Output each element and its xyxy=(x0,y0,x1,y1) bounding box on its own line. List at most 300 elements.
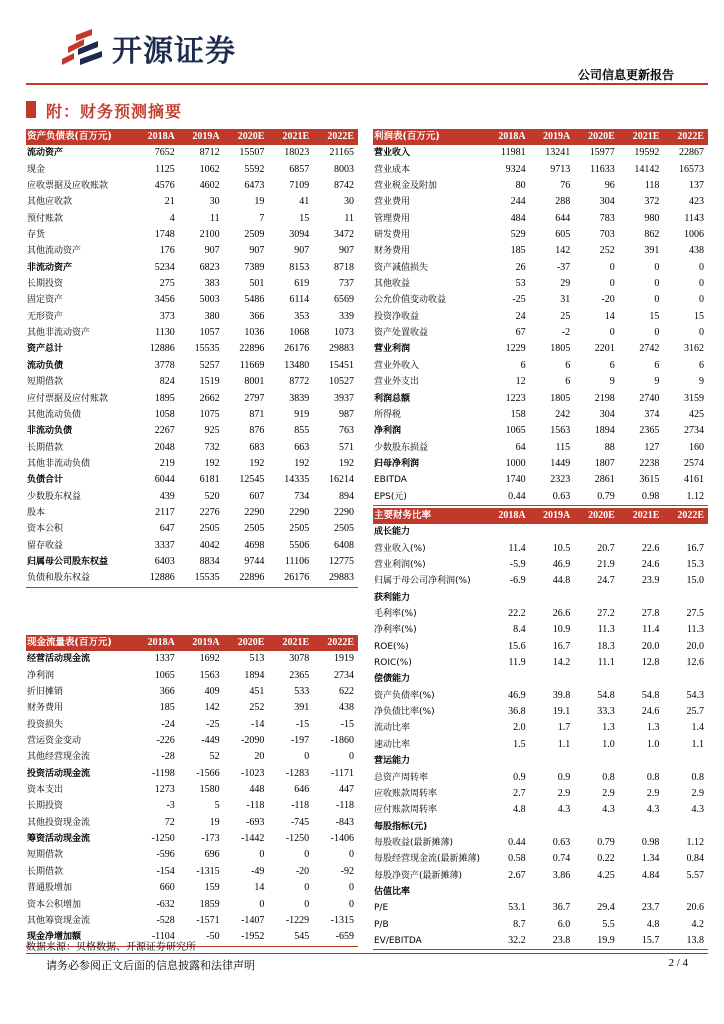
value-cell: 5506 xyxy=(289,539,310,551)
table-row xyxy=(373,590,708,606)
value-cell: 2861 xyxy=(594,474,615,486)
value-cell: 907 xyxy=(339,245,354,257)
table-row xyxy=(26,505,358,521)
value-cell: 4.84 xyxy=(641,869,660,881)
value-cell: -2 xyxy=(561,327,571,339)
table-row xyxy=(26,341,358,357)
value-cell: 32.2 xyxy=(485,933,530,950)
value-cell: 391 xyxy=(294,702,310,714)
table-row xyxy=(26,194,358,210)
value-cell: 366 xyxy=(249,310,265,322)
row-label: 投资活动现金流 xyxy=(27,768,91,779)
value-cell: 987 xyxy=(339,408,354,420)
value-cell: 25.7 xyxy=(686,706,704,718)
value-cell: 2100 xyxy=(199,229,220,241)
value-cell: 2734 xyxy=(334,669,354,681)
value-cell: -1171 xyxy=(331,767,354,779)
value-cell: 67 xyxy=(515,327,526,339)
value-cell: 22.2 xyxy=(508,608,526,620)
value-cell: 391 xyxy=(644,245,660,257)
value-cell: 373 xyxy=(159,310,175,322)
row-label: 投资净收益 xyxy=(374,311,420,322)
table-row xyxy=(26,651,358,667)
year-header: 2019A xyxy=(179,635,224,651)
value-cell: 46.9 xyxy=(552,559,571,571)
value-cell: 1740 xyxy=(505,474,526,486)
table-row xyxy=(373,178,708,194)
value-cell: 6044 xyxy=(154,474,175,486)
value-cell: 36.8 xyxy=(508,706,526,718)
value-cell: -14 xyxy=(251,718,265,730)
table-row xyxy=(26,749,358,765)
value-cell: 39.8 xyxy=(552,689,571,701)
value-cell xyxy=(663,590,708,606)
table-row xyxy=(26,570,358,587)
value-cell: 11106 xyxy=(284,555,310,567)
value-cell: 64 xyxy=(515,441,526,453)
value-cell xyxy=(619,819,664,835)
value-cell xyxy=(574,590,619,606)
value-cell: 1692 xyxy=(199,653,220,665)
value-cell: 9 xyxy=(609,376,615,388)
value-cell: 53 xyxy=(515,278,526,290)
value-cell: 0 xyxy=(349,898,354,910)
table-row xyxy=(373,720,708,736)
value-cell: 29.4 xyxy=(597,902,615,914)
value-cell: -1023 xyxy=(241,767,265,779)
value-cell: 33.3 xyxy=(597,706,615,718)
value-cell xyxy=(485,524,530,540)
table-row xyxy=(373,770,708,786)
value-cell xyxy=(574,753,619,769)
value-cell: 2742 xyxy=(639,343,660,355)
value-cell: 3159 xyxy=(684,392,704,404)
value-cell: 192 xyxy=(249,457,265,469)
value-cell: -659 xyxy=(313,929,358,946)
row-label: P/E xyxy=(374,903,389,914)
value-cell: 6403 xyxy=(154,555,175,567)
table-row xyxy=(373,704,708,720)
value-cell: 13241 xyxy=(545,147,571,159)
value-cell: 501 xyxy=(249,278,265,290)
logo-icon xyxy=(58,29,104,67)
row-label: 短期借款 xyxy=(27,377,64,388)
value-cell: -5.9 xyxy=(509,559,526,571)
table-row xyxy=(373,851,708,867)
value-cell: 6 xyxy=(609,359,615,371)
value-cell xyxy=(619,671,664,687)
value-cell: 605 xyxy=(555,229,571,241)
year-header: 2022E xyxy=(663,129,708,145)
value-cell: 2.9 xyxy=(646,787,660,799)
value-cell: 907 xyxy=(294,245,310,257)
value-cell: 96 xyxy=(604,180,615,192)
value-cell: 0.98 xyxy=(641,836,660,848)
row-label: 营业收入 xyxy=(374,148,411,159)
row-label: 营业外收入 xyxy=(374,360,420,371)
value-cell: 1.3 xyxy=(602,722,615,734)
value-cell: 23.8 xyxy=(530,933,575,950)
value-cell xyxy=(530,884,575,900)
value-cell: 533 xyxy=(294,686,310,698)
row-label: 资本公积 xyxy=(27,524,64,535)
value-cell: -449 xyxy=(201,735,220,747)
value-cell: 15 xyxy=(649,310,660,322)
row-label: 财务费用 xyxy=(374,246,411,257)
row-label: 成长能力 xyxy=(374,527,411,538)
table-row xyxy=(26,897,358,913)
value-cell: 6473 xyxy=(244,180,265,192)
row-label: 营业利润(%) xyxy=(374,560,426,571)
value-cell: 1337 xyxy=(154,653,175,665)
table-header-row xyxy=(26,129,358,145)
value-cell: -118 xyxy=(291,800,310,812)
value-cell: -24 xyxy=(161,718,175,730)
value-cell: -1283 xyxy=(285,767,310,779)
value-cell: 1125 xyxy=(155,163,175,175)
value-cell: 2323 xyxy=(550,474,571,486)
table-row xyxy=(26,145,358,161)
row-label: 长期投资 xyxy=(27,801,64,812)
value-cell: 5234 xyxy=(154,261,175,273)
value-cell: -173 xyxy=(201,833,220,845)
row-label: 每股指标(元) xyxy=(374,821,428,832)
value-cell: 304 xyxy=(599,408,615,420)
value-cell: 2.9 xyxy=(602,787,615,799)
value-cell: -15 xyxy=(295,718,310,730)
table-row xyxy=(26,766,358,782)
value-cell: 15 xyxy=(299,212,310,224)
value-cell: -528 xyxy=(156,914,175,926)
row-label: 每股经营现金流(最新摊薄) xyxy=(374,854,481,865)
value-cell: 20 xyxy=(254,751,265,763)
value-cell: 0 xyxy=(699,278,704,290)
section-marker xyxy=(26,101,36,118)
table-row xyxy=(26,472,358,488)
value-cell: 663 xyxy=(294,441,310,453)
value-cell: 0.79 xyxy=(574,489,619,506)
value-cell: -118 xyxy=(246,800,265,812)
section-title: 附：财务预测摘要 xyxy=(46,102,183,121)
row-label: 其他流动资产 xyxy=(27,246,82,257)
row-label: 管理费用 xyxy=(374,213,411,224)
value-cell: 19 xyxy=(254,196,265,208)
value-cell xyxy=(663,753,708,769)
value-cell: 3078 xyxy=(289,653,310,665)
row-label: 留存收益 xyxy=(27,540,64,551)
value-cell: 0.44 xyxy=(508,836,526,848)
row-label: 非流动负债 xyxy=(27,426,73,437)
year-header: 2019A xyxy=(530,508,575,524)
table-row xyxy=(373,900,708,916)
value-cell: 339 xyxy=(339,310,354,322)
value-cell: 24.6 xyxy=(641,706,660,718)
row-label: P/B xyxy=(374,919,389,930)
value-cell: 29 xyxy=(560,278,571,290)
value-cell: 185 xyxy=(510,245,526,257)
value-cell: 192 xyxy=(294,457,310,469)
row-label: 长期借款 xyxy=(27,442,64,453)
value-cell: 2505 xyxy=(199,523,220,535)
value-cell: 0 xyxy=(304,882,310,894)
value-cell: 192 xyxy=(204,457,220,469)
value-cell: 1805 xyxy=(550,343,571,355)
row-label: 估值比率 xyxy=(374,886,411,897)
row-label: 无形资产 xyxy=(27,311,64,322)
value-cell: 19.9 xyxy=(574,933,619,950)
row-label: ROIC(%) xyxy=(374,658,412,669)
value-cell: -1250 xyxy=(285,833,310,845)
table-row xyxy=(26,733,358,749)
value-cell: 20.6 xyxy=(686,902,704,914)
table-row xyxy=(373,194,708,210)
value-cell: 409 xyxy=(204,686,220,698)
value-cell: 288 xyxy=(555,196,571,208)
table-row xyxy=(26,847,358,863)
value-cell: 513 xyxy=(249,653,265,665)
value-cell: 12545 xyxy=(239,474,265,486)
row-label: 流动比率 xyxy=(374,723,411,734)
value-cell: 20.7 xyxy=(597,542,615,554)
table-row xyxy=(26,668,358,684)
value-cell: 185 xyxy=(159,702,175,714)
row-label: EBITDA xyxy=(374,475,407,486)
value-cell: 2.9 xyxy=(691,787,704,799)
row-label: 营运资金变动 xyxy=(27,736,82,747)
value-cell: 447 xyxy=(339,784,354,796)
value-cell: 6569 xyxy=(334,294,354,306)
row-label: 毛利率(%) xyxy=(374,609,417,620)
table-row xyxy=(373,786,708,802)
value-cell: 6114 xyxy=(289,294,310,306)
value-cell xyxy=(663,819,708,835)
row-label: 现金净增加额 xyxy=(26,929,134,946)
table-row xyxy=(26,260,358,276)
value-cell: 29883 xyxy=(329,343,354,355)
value-cell: 7 xyxy=(259,212,265,224)
row-label: 营业外支出 xyxy=(374,377,420,388)
value-cell: 0 xyxy=(654,278,660,290)
row-label: 研发费用 xyxy=(374,230,411,241)
table-row xyxy=(373,145,708,161)
row-label: 归属母公司股东权益 xyxy=(27,556,109,567)
value-cell: 1000 xyxy=(505,457,526,469)
value-cell: 3937 xyxy=(334,392,354,404)
year-header: 2018A xyxy=(134,635,179,651)
value-cell: 1563 xyxy=(199,669,220,681)
table-row xyxy=(26,782,358,798)
value-cell: 438 xyxy=(689,245,704,257)
value-cell: 159 xyxy=(204,882,220,894)
row-label: 偿债能力 xyxy=(374,674,411,685)
value-cell: 0 xyxy=(259,898,265,910)
value-cell: 1073 xyxy=(334,327,354,339)
value-cell: 0.8 xyxy=(602,771,615,783)
value-cell: 1143 xyxy=(684,212,704,224)
value-cell: 14 xyxy=(604,310,615,322)
value-cell: 15451 xyxy=(329,359,354,371)
row-label: 净利润 xyxy=(27,670,55,681)
table-title: 利润表(百万元) xyxy=(373,129,485,145)
value-cell: 0 xyxy=(609,327,615,339)
value-cell xyxy=(530,671,575,687)
value-cell: 484 xyxy=(510,212,526,224)
value-cell: 30 xyxy=(344,196,354,208)
value-cell: 3615 xyxy=(639,474,660,486)
table-row xyxy=(373,456,708,472)
value-cell: 11.1 xyxy=(597,657,615,669)
value-cell: -1407 xyxy=(241,914,265,926)
value-cell: 4 xyxy=(169,212,175,224)
value-cell: 9744 xyxy=(244,555,265,567)
table-row xyxy=(26,864,358,880)
value-cell: 372 xyxy=(644,196,660,208)
value-cell: 1.1 xyxy=(557,738,571,750)
value-cell: -15 xyxy=(340,718,354,730)
value-cell: 8834 xyxy=(199,555,220,567)
table-row xyxy=(373,671,708,687)
value-cell: 783 xyxy=(599,212,615,224)
value-cell xyxy=(619,590,664,606)
value-cell: 1449 xyxy=(550,457,571,469)
value-cell: 23.9 xyxy=(641,575,660,587)
value-cell: 8742 xyxy=(334,180,354,192)
value-cell: 0.98 xyxy=(619,489,664,506)
value-cell: -25 xyxy=(206,718,220,730)
cash-flow-table xyxy=(26,635,358,947)
value-cell: -843 xyxy=(335,816,354,828)
table-row xyxy=(26,211,358,227)
table-row xyxy=(26,407,358,423)
value-cell: 876 xyxy=(249,425,265,437)
value-cell: 20.0 xyxy=(686,640,704,652)
value-cell xyxy=(485,671,530,687)
value-cell: 8001 xyxy=(244,376,265,388)
value-cell: 2117 xyxy=(155,506,175,518)
value-cell: 0 xyxy=(699,261,704,273)
value-cell: 16573 xyxy=(679,163,704,175)
value-cell: 10.5 xyxy=(552,542,571,554)
value-cell: 855 xyxy=(294,425,310,437)
row-label: 预付账款 xyxy=(27,213,64,224)
value-cell: 46.9 xyxy=(508,689,526,701)
value-cell: 16.7 xyxy=(686,542,704,554)
value-cell: 25 xyxy=(560,310,571,322)
value-cell: -197 xyxy=(290,735,310,747)
value-cell: 26176 xyxy=(284,343,310,355)
value-cell: -1250 xyxy=(151,833,175,845)
table-row xyxy=(26,684,358,700)
value-cell: 7389 xyxy=(244,261,265,273)
value-cell: 2509 xyxy=(244,229,265,241)
value-cell: 15 xyxy=(694,310,704,322)
table-row xyxy=(26,440,358,456)
value-cell: 13480 xyxy=(284,359,310,371)
value-cell: 6 xyxy=(654,359,660,371)
value-cell: 88 xyxy=(604,441,615,453)
value-cell: 2.9 xyxy=(557,787,571,799)
table-row xyxy=(26,831,358,847)
year-header: 2018A xyxy=(134,129,179,145)
row-label: 资产减值损失 xyxy=(374,262,429,273)
value-cell: 1058 xyxy=(154,408,175,420)
row-label: 利润总额 xyxy=(374,393,411,404)
row-label: 资产总计 xyxy=(27,344,64,355)
row-label: 少数股东损益 xyxy=(374,442,429,453)
value-cell: 12886 xyxy=(149,343,175,355)
value-cell: 12 xyxy=(515,376,526,388)
table-title: 主要财务比率 xyxy=(373,508,485,524)
value-cell: -632 xyxy=(156,898,175,910)
value-cell: 0.79 xyxy=(597,836,615,848)
value-cell xyxy=(485,819,530,835)
value-cell: 1.3 xyxy=(646,722,660,734)
value-cell: 5.57 xyxy=(686,869,704,881)
row-label: 总资产周转率 xyxy=(374,772,429,783)
value-cell: -226 xyxy=(156,735,175,747)
table-row xyxy=(26,162,358,178)
table-row xyxy=(373,835,708,851)
value-cell: 3.86 xyxy=(552,869,571,881)
value-cell: -1229 xyxy=(285,914,310,926)
value-cell: 244 xyxy=(510,196,526,208)
table-row xyxy=(373,440,708,456)
value-cell: 0 xyxy=(349,849,354,861)
value-cell: 22.6 xyxy=(641,542,660,554)
row-label: 存货 xyxy=(27,230,46,241)
value-cell: 18.3 xyxy=(597,640,615,652)
row-label: 净利率(%) xyxy=(374,625,417,636)
value-cell: 1075 xyxy=(199,408,220,420)
value-cell: 3839 xyxy=(289,392,310,404)
value-cell: 0.58 xyxy=(508,853,526,865)
table-row xyxy=(26,276,358,292)
value-cell: 8718 xyxy=(334,261,354,273)
value-cell: 1.0 xyxy=(602,738,615,750)
row-label: 负债和股东权益 xyxy=(26,570,134,587)
value-cell: 1.1 xyxy=(691,738,704,750)
value-cell: 6 xyxy=(699,359,704,371)
value-cell: 72 xyxy=(164,816,175,828)
value-cell: 44.8 xyxy=(552,575,571,587)
value-cell: 4042 xyxy=(199,539,220,551)
value-cell: 5592 xyxy=(244,163,265,175)
value-cell: 2.67 xyxy=(508,869,526,881)
value-cell: 2505 xyxy=(289,523,310,535)
value-cell: 14335 xyxy=(284,474,310,486)
table-row xyxy=(373,489,708,506)
row-label: 非流动资产 xyxy=(27,262,73,273)
row-label: 资产负债率(%) xyxy=(374,690,435,701)
value-cell: 4602 xyxy=(199,180,220,192)
value-cell: 619 xyxy=(294,278,310,290)
table-row xyxy=(373,819,708,835)
value-cell: 5257 xyxy=(199,359,220,371)
value-cell: 11633 xyxy=(590,163,615,175)
value-cell: 6408 xyxy=(334,539,354,551)
value-cell: 732 xyxy=(204,441,220,453)
value-cell: 353 xyxy=(294,310,310,322)
table-row xyxy=(373,162,708,178)
value-cell: 1894 xyxy=(594,425,615,437)
row-label: 其他收益 xyxy=(374,279,411,290)
value-cell: 6857 xyxy=(289,163,310,175)
row-label: 每股收益(最新摊薄) xyxy=(374,837,454,848)
year-header: 2021E xyxy=(268,129,313,145)
row-label: 其他筹资现金流 xyxy=(27,915,91,926)
value-cell: 703 xyxy=(599,229,615,241)
value-cell: 9713 xyxy=(550,163,571,175)
